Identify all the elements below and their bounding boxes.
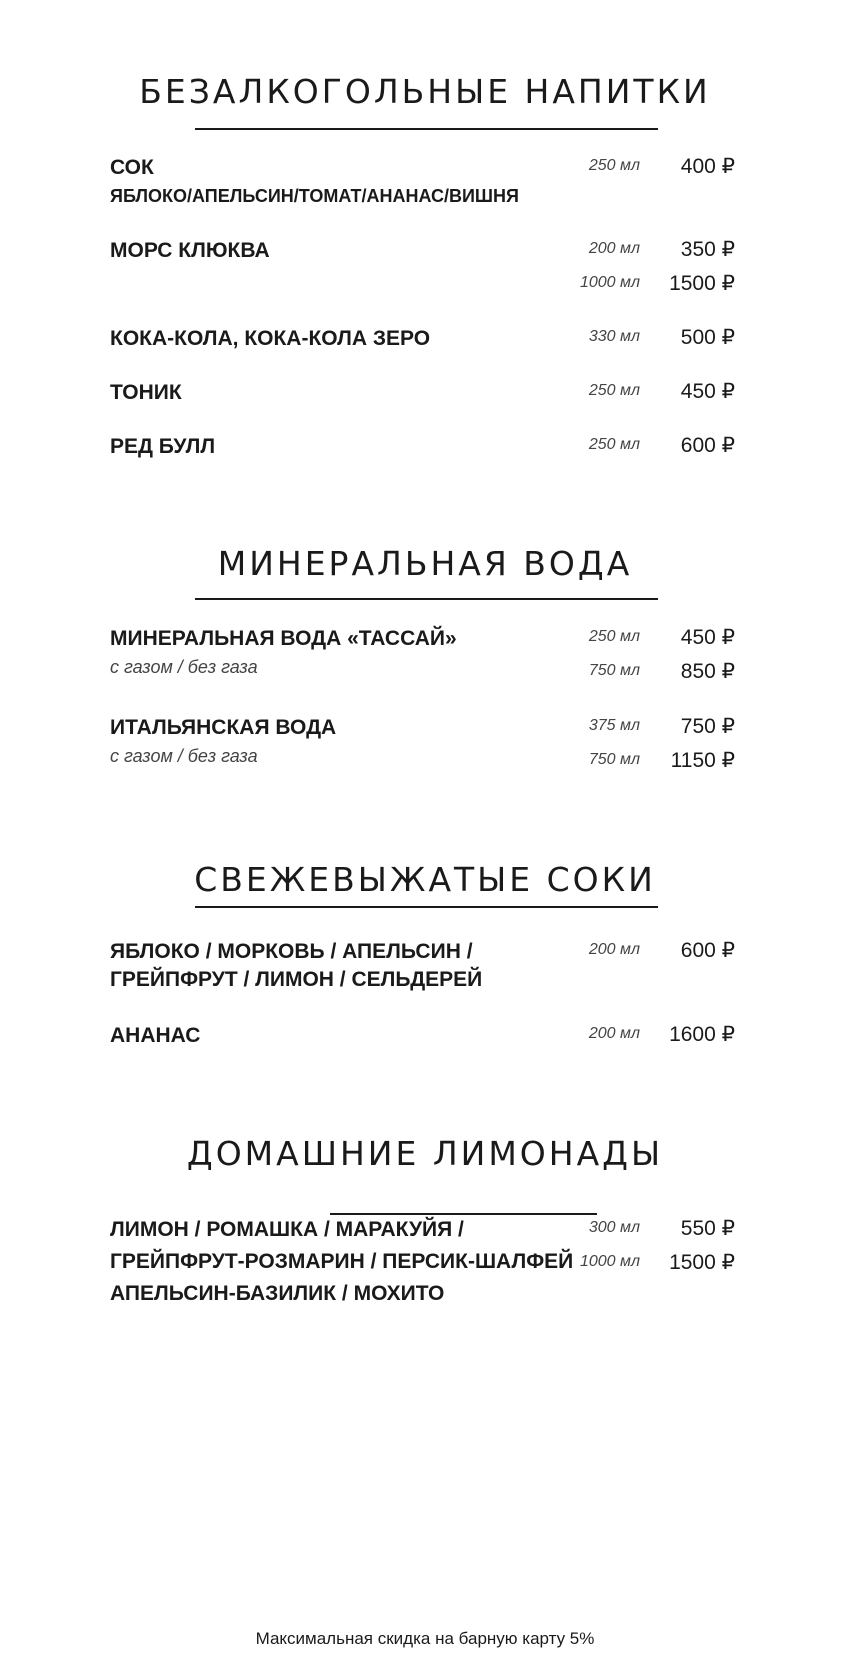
item-name-line: ГРЕЙПФРУТ-РОЗМАРИН / ПЕРСИК-ШАЛФЕЙ — [110, 1250, 574, 1273]
price: 500 ₽ — [680, 326, 735, 349]
section-divider — [195, 906, 658, 908]
volume: 750 мл — [588, 751, 640, 768]
volume: 250 мл — [588, 157, 640, 174]
item-name-line: ЛИМОН / РОМАШКА / МАРАКУЙЯ / — [110, 1218, 464, 1241]
price-row — [560, 379, 735, 407]
volume: 250 мл — [588, 436, 640, 453]
volume: 750 мл — [588, 662, 640, 679]
volume: 200 мл — [588, 1025, 640, 1042]
price: 600 ₽ — [680, 939, 735, 962]
price-row — [560, 625, 735, 653]
volume: 330 мл — [588, 328, 640, 345]
price-row — [560, 938, 735, 966]
price: 1150 ₽ — [670, 749, 735, 772]
volume: 375 мл — [588, 717, 640, 734]
price: 350 ₽ — [680, 238, 735, 261]
item-name: СОК — [110, 156, 154, 179]
price-row — [560, 237, 735, 265]
price-row — [560, 1250, 735, 1278]
volume: 1000 мл — [579, 1253, 640, 1270]
price-row — [560, 748, 735, 776]
item-name: ИТАЛЬЯНСКАЯ ВОДА — [110, 716, 337, 739]
price: 1500 ₽ — [669, 272, 735, 295]
price: 1600 ₽ — [669, 1023, 735, 1046]
price: 1500 ₽ — [669, 1251, 735, 1274]
volume: 250 мл — [588, 382, 640, 399]
item-name-line: ЯБЛОКО / МОРКОВЬ / АПЕЛЬСИН / — [110, 940, 473, 963]
price: 600 ₽ — [680, 434, 735, 457]
volume: 200 мл — [588, 240, 640, 257]
item-name: ТОНИК — [110, 381, 182, 404]
section-title-soft-drinks: БЕЗАЛКОГОЛЬНЫЕ НАПИТКИ — [139, 72, 711, 111]
price-row — [560, 325, 735, 353]
price-row — [560, 1022, 735, 1050]
item-name — [110, 1216, 573, 1308]
item-name-line: ГРЕЙПФРУТ / ЛИМОН / СЕЛЬДЕРЕЙ — [110, 968, 483, 991]
section-title-lemonades: ДОМАШНИЕ ЛИМОНАДЫ — [186, 1134, 664, 1173]
price-row — [560, 659, 735, 687]
footer-discount-note: Максимальная скидка на барную карту 5% — [255, 1629, 595, 1648]
price: 450 ₽ — [680, 626, 735, 649]
item-name: РЕД БУЛЛ — [110, 435, 216, 458]
item-note: с газом / без газа — [110, 657, 258, 677]
item-name: КОКА-КОЛА, КОКА-КОЛА ЗЕРО — [110, 327, 431, 350]
item-subtitle: ЯБЛОКО/АПЕЛЬСИН/ТОМАТ/АНАНАС/ВИШНЯ — [110, 186, 519, 206]
item-name: МОРС КЛЮКВА — [110, 239, 270, 262]
item-name — [110, 938, 482, 994]
price: 750 ₽ — [680, 715, 735, 738]
price-row — [560, 714, 735, 742]
item-note: с газом / без газа — [110, 746, 258, 766]
price: 550 ₽ — [680, 1217, 735, 1240]
price-row — [560, 433, 735, 461]
section-title-mineral-water: МИНЕРАЛЬНАЯ ВОДА — [217, 544, 633, 583]
volume: 200 мл — [588, 941, 640, 958]
price: 450 ₽ — [680, 380, 735, 403]
section-divider — [195, 128, 658, 130]
price-row — [560, 154, 735, 182]
section-divider — [330, 1213, 597, 1215]
volume: 1000 мл — [579, 274, 640, 291]
section-divider — [195, 598, 658, 600]
section-title-fresh-juices: СВЕЖЕВЫЖАТЫЕ СОКИ — [194, 860, 656, 899]
item-name-line: АПЕЛЬСИН-БАЗИЛИК / МОХИТО — [110, 1282, 445, 1305]
price-row — [560, 1216, 735, 1244]
price: 850 ₽ — [680, 660, 735, 683]
price-row — [560, 271, 735, 299]
volume: 250 мл — [588, 628, 640, 645]
item-name: МИНЕРАЛЬНАЯ ВОДА «ТАССАЙ» — [110, 627, 457, 650]
price: 400 ₽ — [680, 155, 735, 178]
item-name: АНАНАС — [110, 1024, 201, 1047]
volume: 300 мл — [588, 1219, 640, 1236]
